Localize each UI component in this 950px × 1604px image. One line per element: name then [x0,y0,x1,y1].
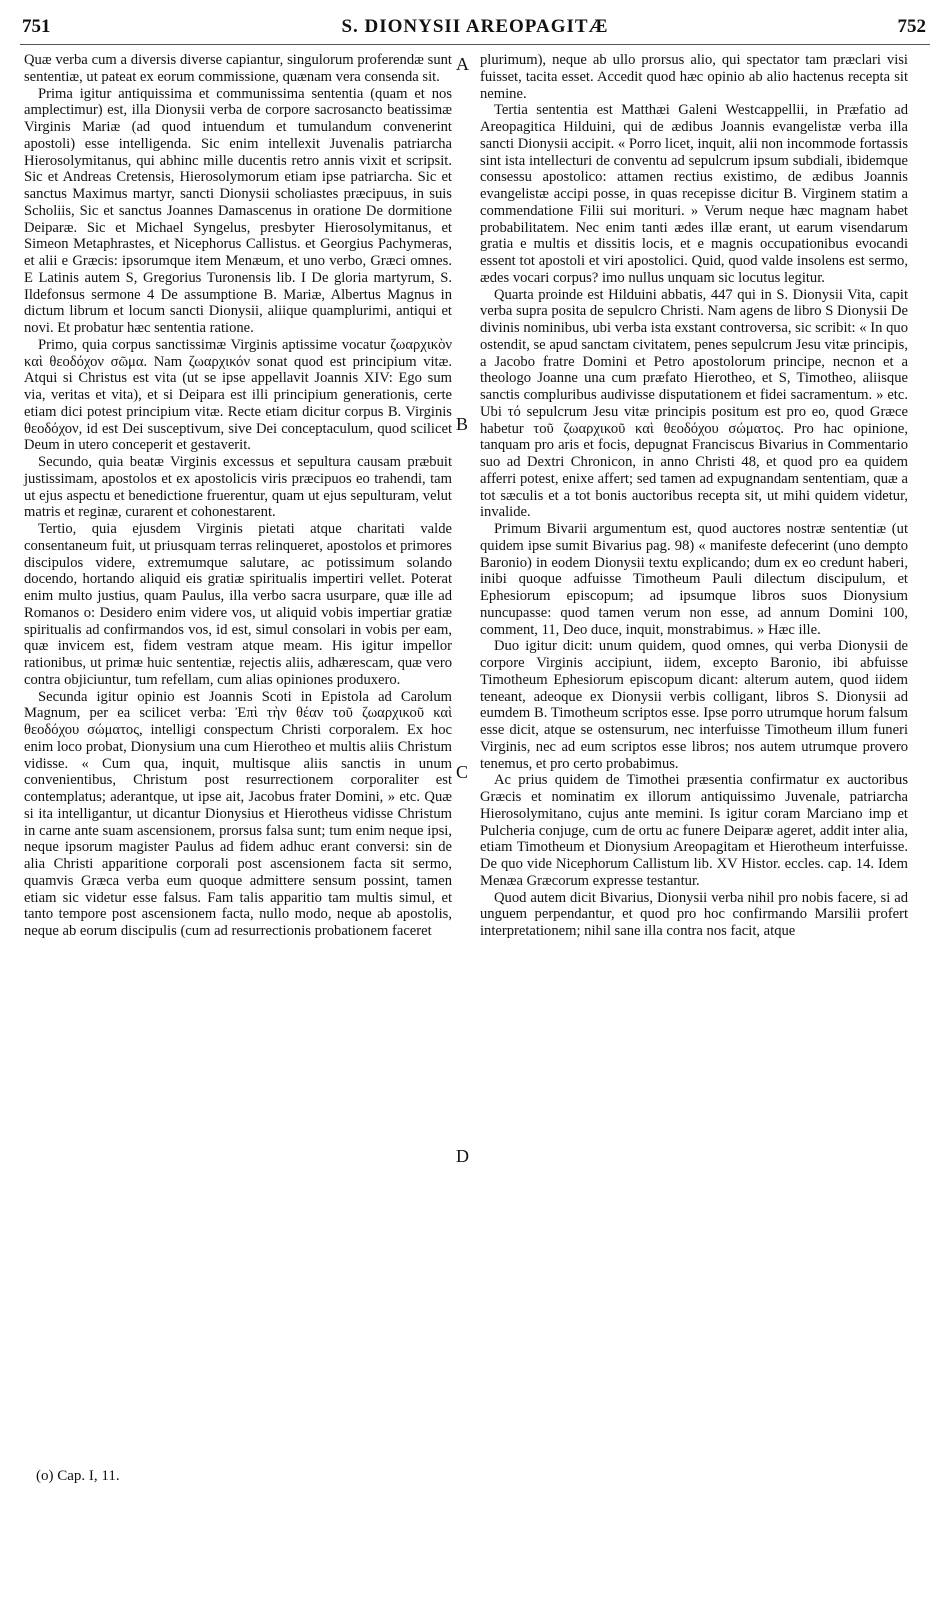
left-text-column [24,52,452,940]
margin-marker-a: A [456,54,469,74]
right-text-column [480,52,908,940]
paragraph: plurimum), neque ab ullo prorsus alio, qui spectator tam præclari visi fuisset, tacita esset. Accedit quod hæc opinio ab alio hactenus recepta sit nemine. [480,52,908,102]
left-page-number: 751 [22,16,51,37]
paragraph: Primum Bivarii argumentum est, quod auctores nostræ sententiæ (ut quidem ipse sumit Bivarius pag. 98) « manifeste defecerint (uno dempto Baronio) in eodem Dionysii textu explicando; dum ex eo credunt haberi, inibi quoque adfuisse Timotheum Pauli dilectum discipulum, et Ephesiorum episcopum; ad ipsumque libros suos Dionysium nuncupasse: quod tamen verum non esse, ad annum Domini 100, comment, 11, Deo duce, inquit, monstrabimus. » Hæc ille. [480,521,908,638]
paragraph: Secundo, quia beatæ Virginis excessus et sepultura causam præbuit justissimam, apostolos et ex apostolicis viris præcipuos eo trahendi, tam ut ejus aspectu et benedictione fruerentur, quam ut ejus sepulturam, velut matris et reginæ, curarent et cohonestarent. [24,454,452,521]
header-rule [20,44,930,45]
paragraph: Ac prius quidem de Timothei præsentia confirmatur ex auctoribus Græcis et nominatim ex illorum antiquissimo Juvenale, patriarcha Hierosolymitano, cujus ante memini. Is igitur coram Marciano imp et Pulcheria conjuge, cum de ortu ac funere Deiparæ ageret, addit inter alia, etiam Timotheum et Dionysium Areopagitam et Hierotheum interfuisse. De quo vide Nicephorum Callistum lib. XV Histor. eccles. cap. 14. Idem Menæa Græcorum expresse testantur. [480,772,908,889]
paragraph: Quæ verba cum a diversis diverse capiantur, singulorum proferendæ sunt sententiæ, ut pateat ex eorum commissione, quænam vera consenda sit. [24,52,452,85]
margin-marker-d: D [456,1146,469,1166]
paragraph: Quarta proinde est Hilduini abbatis, 447 qui in S. Dionysii Vita, capit verba supra posita de sepulcro Christi. Nam agens de libro S Dionysii De divinis nominibus, ubi verba ista exstant controversa, sic scribit: « In quo ostendit, se apud sanctam civitatem, penes sepulcrum Jesu vitæ principis, a Jacobo fratre Domini et Petro apostolorum principe, necnon et a theologo Joanne una cum præfato Hierotheo, et S, Timotheo, aliisque sanctis compluribus audivisse disputationem et fidei sacramentum. » etc. Ubi τό sepulcrum Jesu vitæ principis positum est pro eo, quod Græce habetur τοῦ ζωαρχικοῦ καὶ θεοδόχου σώματος. Pro hac opinione, tanquam pro aris et focis, depugnat Franciscus Bivarius in Commentario suo ad Dextri Chronicon, in anno Christi 48, et quod pro ea quidem afferri potest, enixe affert; sed tamen ad expugnandam sententiam, quæ a tot sæculis et a tot bonis auctoribus recepta sit, ut mihi quidem videtur, invalide. [480,286,908,521]
margin-marker-c: C [456,762,469,782]
running-title: S. DIONYSII AREOPAGITÆ [341,16,609,37]
paragraph: Quod autem dicit Bivarius, Dionysii verba nihil pro nobis facere, si ad unguem perpendantur, et quod pro hoc confirmando Marsilii profert interpretationem; nihil sane illa contra nos facit, atque [480,889,908,939]
paragraph: Duo igitur dicit: unum quidem, quod omnes, qui verba Dionysii de corpore Virginis accipiunt, iidem, excepto Baronio, ibi abfuisse Timotheum Ephesiorum episcopum dicant: alterum autem, quod iidem teneant, adeoque ex Dionysii verbis colligant, libros S. Dionysii ad eumdem B. Timotheum scriptos esse. Ipse porro utrumque horum falsum esse dicit, atque se ostensurum, nec interfuisse Timotheum illum funeri Virginis, nec ad eum scriptos esse libros; nos autem utrumque provero tenemus, et pro certo probabimus. [480,638,908,772]
paragraph: Tertia sententia est Matthæi Galeni Westcappellii, in Præfatio ad Areopagitica Hilduini, qui de ædibus Joannis evangelistæ verba illa sancti Dionysii accipit. « Porro licet, inquit, alii non incommode fortassis sint ista intellecturi de conventu ad sepulcrum ipsum subdiali, ibidemque consessu apostolico: attamen rectius existimo, de ædibus Joannis evangelistæ accipi posse, in quas recepisse dicitur B. Virginem statim a commendatione Filii sui morituri. » Verum neque hæc magnam habet probabilitatem. Nec enim tanti ædes illæ erant, ut earum visendarum gratia e multis et dissitis locis, et e magnis occupationibus evocandi essent tot apostoli et viri apostolici. Quid, quod valde insolens est sermo, ædes vocari corpus? imo nullus unquam sic locutus legitur. [480,102,908,286]
paragraph: Primo, quia corpus sanctissimæ Virginis aptissime vocatur ζωαρχικὸν καὶ θεοδόχον σῶμα. Nam ζωαρχικόν sonat quod est principium vitæ. Atqui si Christus est vita (ut se ipse appellavit Joannis XIV: Ego sum via, veritas et vita), et si Deipara est illi principium generationis, certe etiam dici potest principium vitæ. Recte etiam dicitur corpus B. Virginis θεοδόχον, id est Dei susceptivum, sive Dei conceptaculum, quod scilicet Deum in utero conceperit et gestaverit. [24,336,452,454]
paragraph: Tertio, quia ejusdem Virginis pietati atque charitati valde consentaneum fuit, ut priusquam terras relinqueret, apostolos et primores discipulos videre, extremumque salutare, ac potissimum solando docendo, hortando aliquid eis gratiæ spiritualis impertiri vellet. Poterat enim multo justius, quam Paulus, illa verbo sacra usurpare, quæ ille ad Romanos o: Desidero enim videre vos, ut aliquid vobis impertiar gratiæ spiritualis ad confirmandos vos, id est, simul consolari in vobis per eam, quæ invicem est, fidem vestram atque meam. His igitur impellor rationibus, ut primæ huic sententiæ, rejectis aliis, adhærescam, quæ vero contra objiciuntur, tum refellam, cum alias opiniones produxero. [24,521,452,688]
footnote: (o) Cap. I, 11. [36,1468,120,1484]
paragraph: Secunda igitur opinio est Joannis Scoti in Epistola ad Carolum Magnum, per ea scilicet verba: Ἐπὶ τὴν θέαν τοῦ ζωαρχικοῦ καὶ θεοδόχου σώματος, intelligi conspectum Christi corporalem. Ex hoc enim loco probat, Dionysium una cum Hierotheo et multis aliis Christum vidisse. « Cum qua, inquit, multisque aliis sanctis in unum convenientibus, Christum post resurrectionem corporaliter est contemplatus; aderantque, ut ipse ait, Jacobus frater Domini, » etc. Quæ si ita intelligantur, ut dicantur Dionysius et Hierotheus vidisse Christum in carne ante suam ascensionem, prorsus falsa sunt; tum enim neque ipsi, neque ipsorum magister Paulus ad fidem adhuc erant conversi: sin de alia Christi apparitione corporali post ascensionem facta sit sermo, quamvis Græca verba eum quoque admittere sensum possint, tamen etiam sic videtur esse falsus. Fam talis apparitio tam multis simul, et tanto tempore post ascensionem facta, nullo modo, neque ab apostolis, neque ab eorum discipulis (cum ad resurrectionis probationem faceret [24,688,452,939]
margin-marker-b: B [456,414,469,434]
paragraph: Prima igitur antiquissima et communissima sententia (quam et nos amplectimur) est, illa Dionysii verba de corpore sacrosancto beatissimæ Virginis Mariæ (ad quod intuendum et tumulandum convenerint apostoli) esse intelligenda. Sic enim intellexit Juvenalis patriarcha Hierosolymitanus, qui abhinc mille ducentis retro annis vixit et scripsit. Sic et Andreas Cretensis, Hierosolymorum etiam ipse patriarcha. Sic et sanctus Maximus martyr, sancti Dionysii scholiastes præcipuus, in suis Scholiis, Sic et sanctus Joannes Damascenus in oratione De dormitione Deiparæ. Sic et Michael Syngelus, presbyter Hierosolymitanus, et Simeon Metaphrastes, et Nicephorus Callistus. et Georgius Pachymeras, et alii e Græcis: ipsorumque item Menæum, et uno verbo, Græci omnes. E Latinis autem S, Gregorius Turonensis lib. I De gloria martyrum, S. Ildefonsus sermone 4 De assumptione B. Mariæ, Albertus Magnus in dictum librum et locum sancti Dionysii, aliique quamplurimi, antiqui et novi. Et probatur hæc sententia ratione. [24,85,452,336]
right-page-number: 752 [897,16,926,37]
